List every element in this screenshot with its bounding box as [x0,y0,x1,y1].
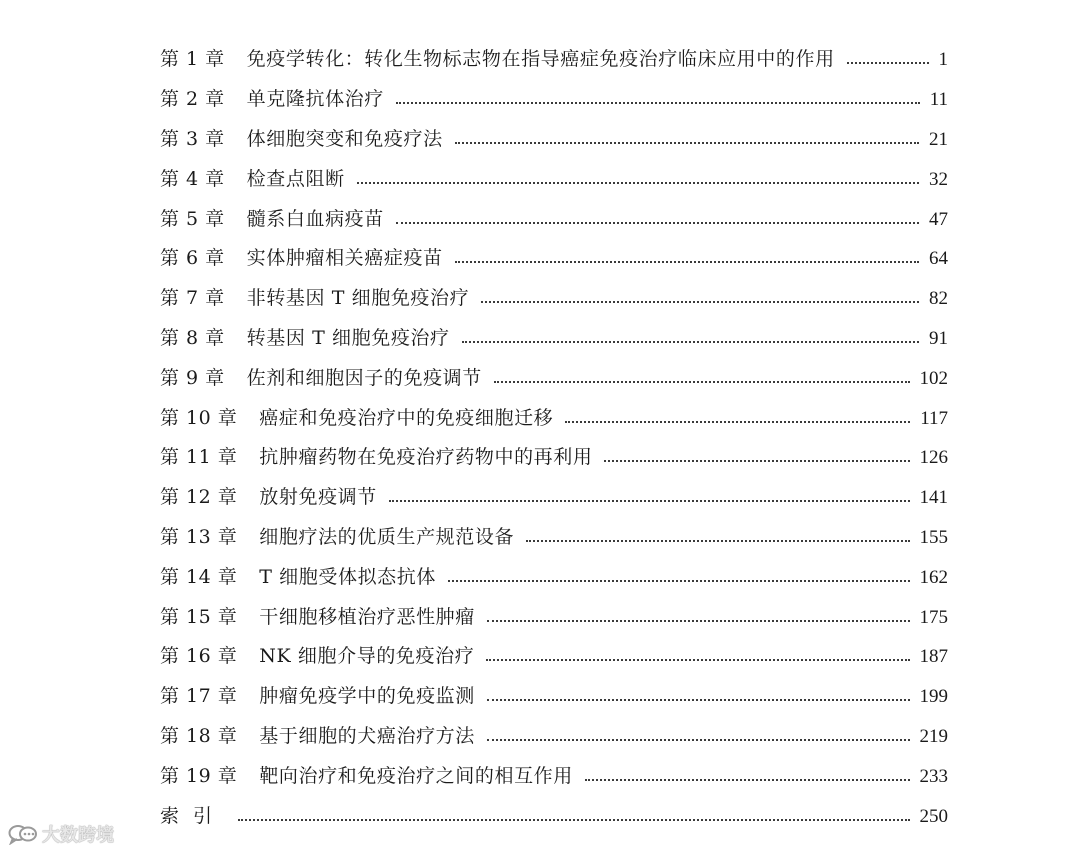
page-number: 155 [919,526,948,548]
toc-entry [160,159,948,199]
page-number: 219 [919,725,948,747]
dot-leader [847,61,929,64]
toc-entry [160,597,948,637]
chapter-number: 第 1 章 [160,48,225,71]
toc-entry [160,756,948,796]
toc-entry [160,478,948,518]
dot-leader [389,499,910,502]
chapter-number: 第 12 章 [160,486,238,509]
chapter-number: 第 2 章 [160,88,225,111]
toc-entry [160,637,948,677]
dot-leader [486,658,909,661]
page-number: 141 [919,487,948,509]
dot-leader [481,300,919,303]
chapter-number: 第 8 章 [160,326,225,349]
dot-leader [462,340,919,343]
dot-leader [396,221,919,224]
chapter-number: 第 6 章 [160,247,225,270]
dot-leader [238,818,909,821]
chapter-title: 实体肿瘤相关癌症疫苗 [246,247,443,270]
dot-leader [487,738,910,741]
chapter-title: 靶向治疗和免疫治疗之间的相互作用 [259,764,573,787]
toc-entry [160,199,948,239]
chapter-title: 基于细胞的犬癌治疗方法 [259,724,475,747]
page-number: 102 [919,367,948,389]
chapter-number: 第 5 章 [160,207,225,230]
toc-entry [160,717,948,757]
chapter-title: 癌症和免疫治疗中的免疫细胞迁移 [259,406,554,429]
chapter-number: 第 7 章 [160,287,225,310]
chapter-title: 检查点阻断 [246,167,345,190]
chapter-title: NK 细胞介导的免疫治疗 [259,645,475,668]
page-number: 32 [929,168,948,190]
chapter-number: 第 15 章 [160,605,238,628]
chapter-title: 放射免疫调节 [259,486,377,509]
page-number: 187 [919,646,948,668]
dot-leader [448,579,910,582]
chapter-number: 第 13 章 [160,525,238,548]
toc-entry [160,40,948,80]
chapter-title: 抗肿瘤药物在免疫治疗药物中的再利用 [259,446,593,469]
dot-leader [604,459,909,462]
page-number: 233 [919,765,948,787]
dot-leader [565,420,910,423]
chapter-title: 佐剂和细胞因子的免疫调节 [246,366,482,389]
page-number: 21 [929,128,948,150]
toc-entry [160,120,948,160]
chapter-title: 肿瘤免疫学中的免疫监测 [259,685,475,708]
toc-entry [160,557,948,597]
watermark-text: 大数跨境 [42,825,114,846]
dot-leader [396,101,920,104]
toc-entry [160,279,948,319]
chat-bubbles-icon [8,823,38,845]
page-number: 175 [919,606,948,628]
chapter-title: 体细胞突变和免疫疗法 [246,127,443,150]
chapter-number: 第 14 章 [160,565,238,588]
chapter-title: 非转基因 T 细胞免疫治疗 [246,287,470,310]
dot-leader [357,181,919,184]
toc-entry [160,518,948,558]
dot-leader [487,619,910,622]
page-number: 126 [919,447,948,469]
toc-entry [160,358,948,398]
toc-entry [160,80,948,120]
chapter-number: 第 17 章 [160,685,238,708]
page-number: 162 [919,566,948,588]
chapter-number: 第 10 章 [160,406,238,429]
chapter-title: T 细胞受体拟态抗体 [259,565,436,588]
dot-leader [487,698,910,701]
chapter-title: 免疫学转化：转化生物标志物在指导癌症免疫治疗临床应用中的作用 [246,48,835,71]
chapter-number: 第 9 章 [160,366,225,389]
toc-entry [160,239,948,279]
dot-leader [455,141,919,144]
toc-entry [160,398,948,438]
page-number: 11 [929,89,948,111]
page-number: 47 [929,208,948,230]
page-number: 199 [919,686,948,708]
chapter-number: 第 16 章 [160,645,238,668]
page-number: 91 [929,327,948,349]
page-number: 250 [919,805,948,827]
page-number: 64 [929,248,948,270]
chapter-number: 第 19 章 [160,764,238,787]
dot-leader [526,539,909,542]
page-number: 117 [920,407,948,429]
watermark [8,821,114,847]
chapter-title: 髓系白血病疫苗 [246,207,384,230]
chapter-number: 第 11 章 [160,446,238,469]
chapter-title: 干细胞移植治疗恶性肿瘤 [259,605,475,628]
toc-entry-index [160,796,948,836]
dot-leader [455,260,919,263]
chapter-number: 第 4 章 [160,167,225,190]
toc-entry [160,677,948,717]
chapter-number: 第 3 章 [160,127,225,150]
toc-entry [160,438,948,478]
chapter-title: 细胞疗法的优质生产规范设备 [259,525,515,548]
page-number: 82 [929,288,948,310]
index-label: 索引 [160,804,227,827]
toc-entry [160,319,948,359]
chapter-title: 单克隆抗体治疗 [246,88,384,111]
chapter-number: 第 18 章 [160,724,238,747]
dot-leader [585,778,910,781]
table-of-contents [160,40,948,836]
chapter-title: 转基因 T 细胞免疫治疗 [246,326,450,349]
page-number: 1 [938,49,948,71]
dot-leader [494,380,910,383]
